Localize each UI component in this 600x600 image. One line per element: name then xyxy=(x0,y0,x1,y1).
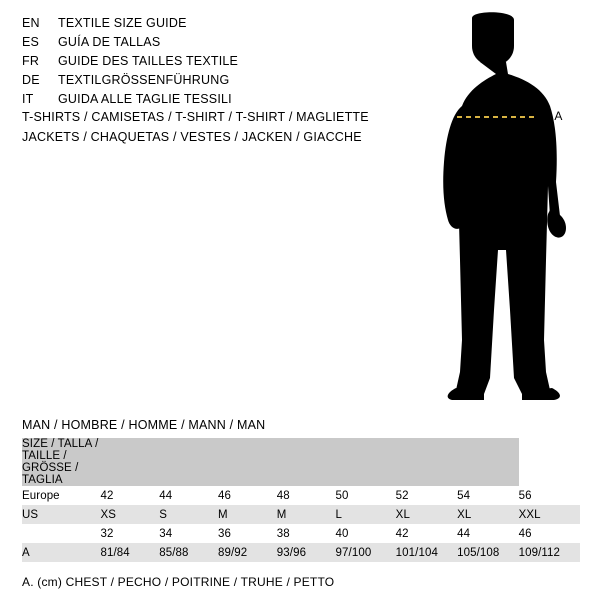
table-cell: 42 xyxy=(100,486,159,505)
table-cell: XL xyxy=(457,505,518,524)
table-cell: 93/96 xyxy=(277,543,336,562)
table-cell: 32 xyxy=(100,524,159,543)
category-tshirts: T-SHIRTS / CAMISETAS / T-SHIRT / T-SHIRT / MAGLIETTE xyxy=(22,110,369,124)
table-cell: 44 xyxy=(159,486,218,505)
table-cell: 54 xyxy=(457,486,518,505)
language-title: GUIDE DES TAILLES TEXTILE xyxy=(58,54,239,68)
body-silhouette xyxy=(410,10,595,400)
measure-callout-a xyxy=(542,109,563,123)
table-cell: 85/88 xyxy=(159,543,218,562)
table-row xyxy=(22,505,580,524)
header-cell xyxy=(336,438,396,486)
table-cell: 81/84 xyxy=(100,543,159,562)
table-cell: S xyxy=(159,505,218,524)
chest-measure-line xyxy=(457,116,537,118)
table-cell: 46 xyxy=(519,524,580,543)
row-label: Europe xyxy=(22,486,100,505)
table-cell: 105/108 xyxy=(457,543,518,562)
table-cell: 36 xyxy=(218,524,277,543)
table-cell: 44 xyxy=(457,524,518,543)
table-cell: 109/112 xyxy=(519,543,580,562)
language-code: EN xyxy=(22,16,40,30)
table-header-row xyxy=(22,438,580,486)
table-footnote: A. (cm) CHEST / PECHO / POITRINE / TRUHE / PETTO xyxy=(22,575,335,589)
language-code: DE xyxy=(22,73,40,87)
table-cell: 56 xyxy=(519,486,580,505)
language-title: GUÍA DE TALLAS xyxy=(58,35,161,49)
header-size-label: SIZE / TALLA / TAILLE / GRÖSSE / TAGLIA xyxy=(22,438,100,486)
table-cell: 34 xyxy=(159,524,218,543)
header-cell xyxy=(457,438,518,486)
language-row xyxy=(22,73,402,92)
row-label xyxy=(22,524,100,543)
table-cell: XS xyxy=(100,505,159,524)
language-row xyxy=(22,92,402,111)
size-table-section xyxy=(22,418,580,589)
table-cell: 42 xyxy=(396,524,457,543)
language-code: IT xyxy=(22,92,34,106)
language-title-block xyxy=(22,16,402,111)
header-cell xyxy=(277,438,336,486)
callout-dashes: · · xyxy=(542,109,551,123)
language-code: ES xyxy=(22,35,40,49)
table-cell: XXL xyxy=(519,505,580,524)
language-row xyxy=(22,16,402,35)
table-cell: 97/100 xyxy=(336,543,396,562)
header-cell xyxy=(396,438,457,486)
table-row xyxy=(22,524,580,543)
table-cell: 46 xyxy=(218,486,277,505)
header-cell xyxy=(159,438,218,486)
row-label: US xyxy=(22,505,100,524)
table-cell: M xyxy=(277,505,336,524)
language-title: TEXTILE SIZE GUIDE xyxy=(58,16,187,30)
table-cell: XL xyxy=(396,505,457,524)
language-title: GUIDA ALLE TAGLIE TESSILI xyxy=(58,92,232,106)
table-cell: 101/104 xyxy=(396,543,457,562)
table-group-label: MAN / HOMBRE / HOMME / MANN / MAN xyxy=(22,418,266,432)
garment-categories xyxy=(22,110,442,150)
table-row xyxy=(22,486,580,505)
language-row xyxy=(22,35,402,54)
table-cell: L xyxy=(336,505,396,524)
category-jackets: JACKETS / CHAQUETAS / VESTES / JACKEN / GIACCHE xyxy=(22,130,362,144)
table-cell: M xyxy=(218,505,277,524)
language-row xyxy=(22,54,402,73)
table-cell: 38 xyxy=(277,524,336,543)
table-cell: 48 xyxy=(277,486,336,505)
callout-label: A xyxy=(554,109,563,123)
header-cell xyxy=(100,438,159,486)
language-code: FR xyxy=(22,54,40,68)
table-row xyxy=(22,543,580,562)
header-cell xyxy=(218,438,277,486)
table-cell: 89/92 xyxy=(218,543,277,562)
table-cell: 50 xyxy=(336,486,396,505)
size-table xyxy=(22,438,580,562)
language-title: TEXTILGRÖSSENFÜHRUNG xyxy=(58,73,230,87)
table-cell: 52 xyxy=(396,486,457,505)
table-cell: 40 xyxy=(336,524,396,543)
row-label: A xyxy=(22,543,100,562)
